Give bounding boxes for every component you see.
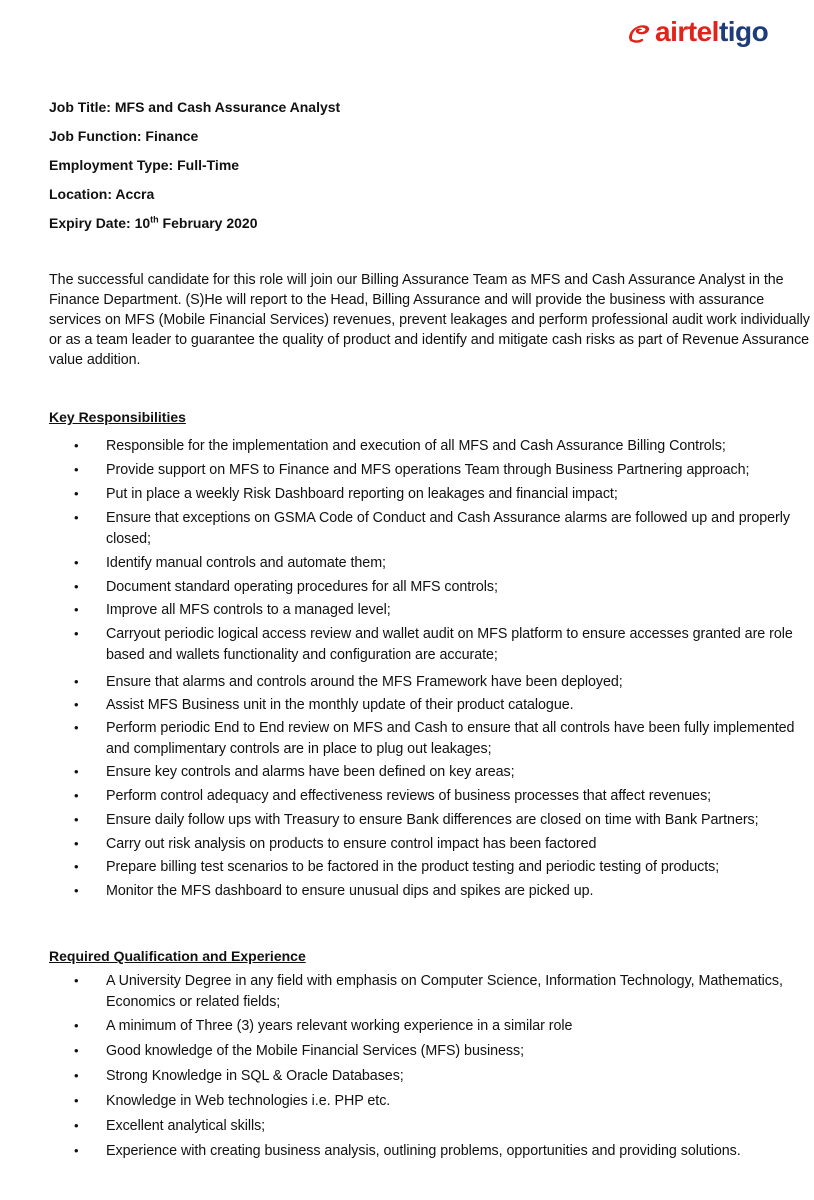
- qualification-item: [74, 1016, 799, 1037]
- qualification-item: [74, 971, 799, 1012]
- responsibility-item-text: Perform control adequacy and effectiveness reviews of business processes that affect revenues;: [106, 788, 712, 804]
- bullet-marker: •: [74, 626, 79, 641]
- responsibility-item: [74, 881, 799, 902]
- bullet-marker: •: [74, 579, 79, 594]
- bullet-marker: •: [74, 883, 79, 898]
- bullet-marker: •: [74, 973, 79, 988]
- responsibility-item-text: Carryout periodic logical access review and wallet audit on MFS platform to ensure accesses granted are role based and wallets functionality and configuration are accurate;: [106, 626, 793, 663]
- bullet-marker: •: [74, 812, 79, 827]
- responsibility-item: [74, 577, 799, 598]
- bullet-marker: •: [74, 438, 79, 453]
- responsibility-item-text: Document standard operating procedures for all MFS controls;: [106, 579, 498, 595]
- responsibility-item: [74, 762, 799, 783]
- responsibility-item-text: Improve all MFS controls to a managed level;: [106, 602, 391, 618]
- responsibility-item: [74, 810, 799, 831]
- bullet-marker: •: [74, 510, 79, 525]
- responsibility-item: [74, 857, 799, 878]
- responsibility-item-text: Ensure daily follow ups with Treasury to ensure Bank differences are closed on time with Bank Partners;: [106, 812, 759, 828]
- responsibility-item: [74, 600, 799, 621]
- bullet-marker: •: [74, 674, 79, 689]
- job-function: Job Function: Finance: [49, 128, 199, 144]
- bullet-marker: •: [74, 1143, 79, 1158]
- qualification-item: [74, 1141, 799, 1162]
- qualification-item: [74, 1116, 799, 1137]
- responsibility-item-text: Assist MFS Business unit in the monthly update of their product catalogue.: [106, 697, 574, 713]
- bullet-marker: •: [74, 720, 79, 735]
- bullet-marker: •: [74, 555, 79, 570]
- qualification-item: [74, 1041, 799, 1062]
- responsibility-item-text: Ensure that exceptions on GSMA Code of Conduct and Cash Assurance alarms are followed up and properly closed;: [106, 510, 790, 547]
- responsibility-item-text: Prepare billing test scenarios to be factored in the product testing and periodic testing of products;: [106, 859, 720, 875]
- expiry-sup: th: [150, 214, 159, 225]
- bullet-marker: •: [74, 1118, 79, 1133]
- responsibility-item: [74, 460, 799, 481]
- qualification-item: [74, 1091, 799, 1112]
- responsibility-item: [74, 553, 799, 574]
- responsibility-item: [74, 484, 799, 505]
- responsibility-item: [74, 695, 799, 716]
- responsibility-item-text: Monitor the MFS dashboard to ensure unusual dips and spikes are picked up.: [106, 883, 594, 899]
- job-meta: [49, 97, 340, 242]
- job-title: Job Title: MFS and Cash Assurance Analyst: [49, 99, 341, 115]
- job-location: Location: Accra: [49, 186, 155, 202]
- qualification-item-text: Good knowledge of the Mobile Financial Services (MFS) business;: [106, 1043, 525, 1059]
- logo-airtel-text: airtel: [655, 16, 719, 47]
- responsibility-item: [74, 672, 799, 693]
- bullet-marker: •: [74, 1018, 79, 1033]
- responsibility-item-text: Carry out risk analysis on products to ensure control impact has been factored: [106, 836, 597, 852]
- expiry-date: [49, 213, 340, 242]
- responsibility-item: [74, 508, 799, 549]
- qualification-item-text: Strong Knowledge in SQL & Oracle Databases;: [106, 1068, 404, 1084]
- responsibility-item-text: Put in place a weekly Risk Dashboard reporting on leakages and financial impact;: [106, 486, 618, 502]
- bullet-marker: •: [74, 462, 79, 477]
- bullet-marker: •: [74, 859, 79, 874]
- responsibility-item: [74, 834, 799, 855]
- logo-tigo-text: tigo: [718, 16, 769, 47]
- airteltigo-logo: [626, 10, 798, 54]
- bullet-marker: •: [74, 788, 79, 803]
- expiry-prefix: Expiry Date: 10: [49, 215, 151, 231]
- airtel-swirl-icon: [626, 21, 652, 45]
- qualifications-heading: Required Qualification and Experience: [49, 948, 306, 964]
- responsibility-item-text: Provide support on MFS to Finance and MFS operations Team through Business Partnering approach;: [106, 462, 750, 478]
- bullet-marker: •: [74, 764, 79, 779]
- bullet-marker: •: [74, 697, 79, 712]
- employment-type: Employment Type: Full-Time: [49, 157, 240, 173]
- qualification-item-text: A University Degree in any field with emphasis on Computer Science, Information Technology, Mathematics, Economics or related fields;: [106, 973, 783, 1010]
- responsibility-item-text: Responsible for the implementation and execution of all MFS and Cash Assurance Billing Controls;: [106, 438, 726, 454]
- bullet-marker: •: [74, 1093, 79, 1108]
- bullet-marker: •: [74, 486, 79, 501]
- responsibility-item-text: Ensure that alarms and controls around the MFS Framework have been deployed;: [106, 674, 623, 690]
- bullet-marker: •: [74, 836, 79, 851]
- responsibility-item: [74, 718, 799, 759]
- intro-paragraph: The successful candidate for this role will join our Billing Assurance Team as MFS and Cash Assurance Analyst in the Finance Department. (S)He will report to the Head, Billing Assurance and will provide the business with assurance services on MFS (Mobile Financial Services) revenues, prevent leakages and perform professional audit work individually or as a team leader to guarantee the quality of product and identify and mitigate cash risks as part of Revenue Assurance value addition.: [49, 272, 810, 368]
- qualification-item-text: A minimum of Three (3) years relevant working experience in a similar role: [106, 1018, 573, 1034]
- bullet-marker: •: [74, 1068, 79, 1083]
- qualification-item-text: Knowledge in Web technologies i.e. PHP etc.: [106, 1093, 391, 1109]
- responsibility-item-text: Identify manual controls and automate them;: [106, 555, 386, 571]
- bullet-marker: •: [74, 602, 79, 617]
- responsibility-item-text: Perform periodic End to End review on MFS and Cash to ensure that all controls have been fully implemented and complimentary controls are in place to plug out leakages;: [106, 720, 795, 757]
- responsibility-item-text: Ensure key controls and alarms have been defined on key areas;: [106, 764, 515, 780]
- responsibility-item: [74, 786, 799, 807]
- responsibility-item: [74, 624, 799, 665]
- expiry-suffix: February 2020: [158, 215, 258, 231]
- bullet-marker: •: [74, 1043, 79, 1058]
- qualification-item: [74, 1066, 799, 1087]
- responsibility-item: [74, 436, 799, 457]
- qualification-item-text: Excellent analytical skills;: [106, 1118, 266, 1134]
- qualification-item-text: Experience with creating business analysis, outlining problems, opportunities and providing solutions.: [106, 1143, 741, 1159]
- responsibilities-heading: Key Responsibilities: [49, 409, 186, 425]
